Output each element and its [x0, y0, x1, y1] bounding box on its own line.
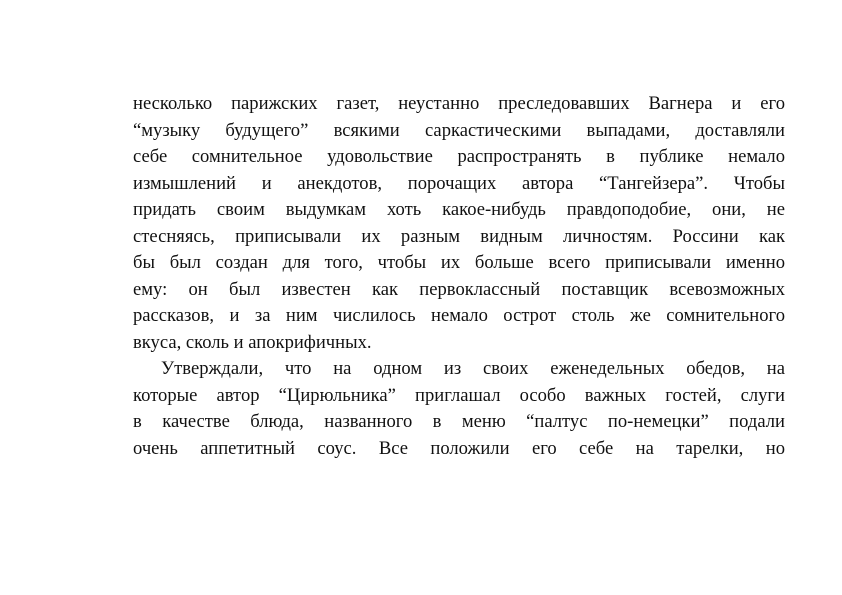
paragraph	[133, 91, 785, 356]
text-line: придать своим выдумкам хоть какое-нибудь правдоподобие, они, не	[133, 199, 785, 220]
text-line: очень аппетитный соус. Все положили его себе на тарелки, но	[133, 437, 785, 459]
document-body	[133, 91, 785, 462]
text-line: Утверждали, что на одном из своих еженедельных обедов, на	[161, 358, 785, 379]
text-line: в качестве блюда, названного в меню “палтус по-немецки” подали	[133, 411, 785, 432]
text-line: несколько парижских газет, неустанно преследовавших Вагнера и его	[133, 93, 785, 114]
text-line: ему: он был известен как первоклассный поставщик всевозможных	[133, 278, 785, 300]
text-line: рассказов, и за ним числилось немало острот столь же сомнительного	[133, 305, 785, 326]
text-line: измышлений и анекдотов, порочащих автора “Тангейзера”. Чтобы	[133, 172, 785, 194]
text-line: стесняясь, приписывали их разным видным личностям. Россини как	[133, 225, 785, 247]
text-line: которые автор “Цирюльника” приглашал особо важных гостей, слуги	[133, 384, 785, 406]
text-line: бы был создан для того, чтобы их больше всего приписывали именно	[133, 252, 785, 273]
text-line: “музыку будущего” всякими саркастическими выпадами, доставляли	[133, 119, 785, 141]
text-line: себе сомнительное удовольствие распространять в публике немало	[133, 146, 785, 167]
text-line: вкуса, сколь и апокрифичных.	[133, 331, 372, 353]
paragraph	[133, 356, 785, 462]
